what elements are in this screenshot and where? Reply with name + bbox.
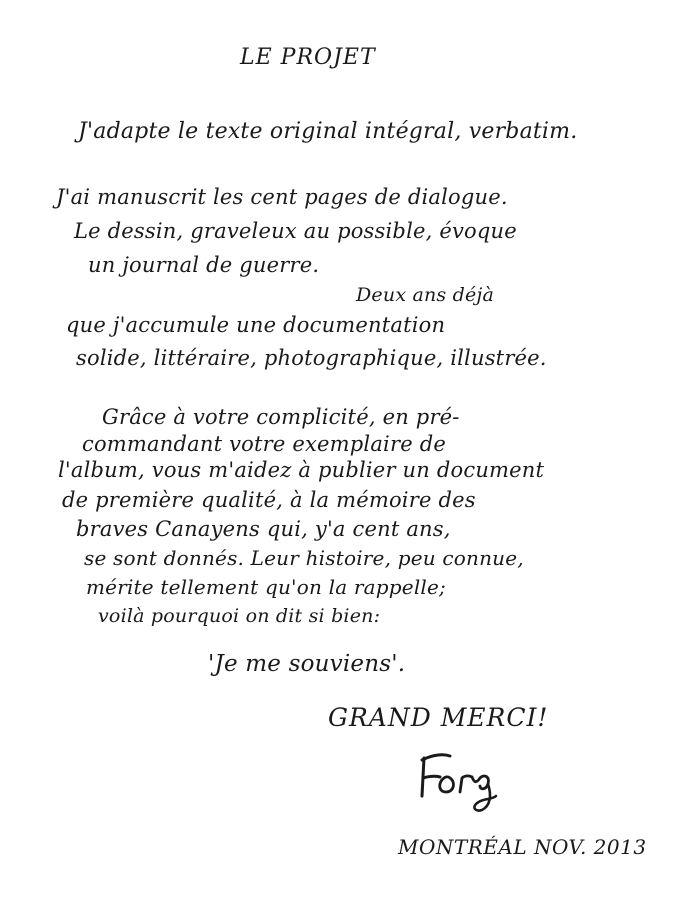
letter-line: se sont donnés. Leur histoire, peu connue,	[84, 546, 524, 570]
letter-line: Le dessin, graveleux au possible, évoque	[74, 219, 517, 243]
letter-title: LE PROJET	[240, 45, 376, 70]
letter-line: J'ai manuscrit les cent pages de dialogue.	[56, 185, 508, 209]
letter-line: Grâce à votre complicité, en pré-	[102, 405, 460, 429]
letter-line: de première qualité, à la mémoire des	[62, 488, 476, 512]
letter-line: un journal de guerre.	[88, 253, 320, 277]
letter-line: braves Canayens qui, y'a cent ans,	[76, 517, 451, 541]
closing: GRAND MERCI!	[328, 703, 549, 732]
letter-line: Deux ans déjà	[356, 284, 495, 306]
letter-line: l'album, vous m'aidez à publier un document	[58, 458, 545, 482]
letter-line: mérite tellement qu'on la rappelle;	[86, 575, 446, 599]
place-date: MONTRÉAL NOV. 2013	[398, 835, 647, 859]
letter-line: commandant votre exemplaire de	[82, 432, 446, 456]
letter-line: que j'accumule une documentation	[66, 313, 446, 337]
letter-line: solide, littéraire, photographique, illustrée.	[76, 346, 547, 370]
motto: 'Je me souviens'.	[208, 651, 406, 677]
signature	[410, 748, 510, 820]
letter-line: voilà pourquoi on dit si bien:	[98, 605, 381, 627]
letter-line: J'adapte le texte original intégral, verbatim.	[78, 119, 578, 144]
